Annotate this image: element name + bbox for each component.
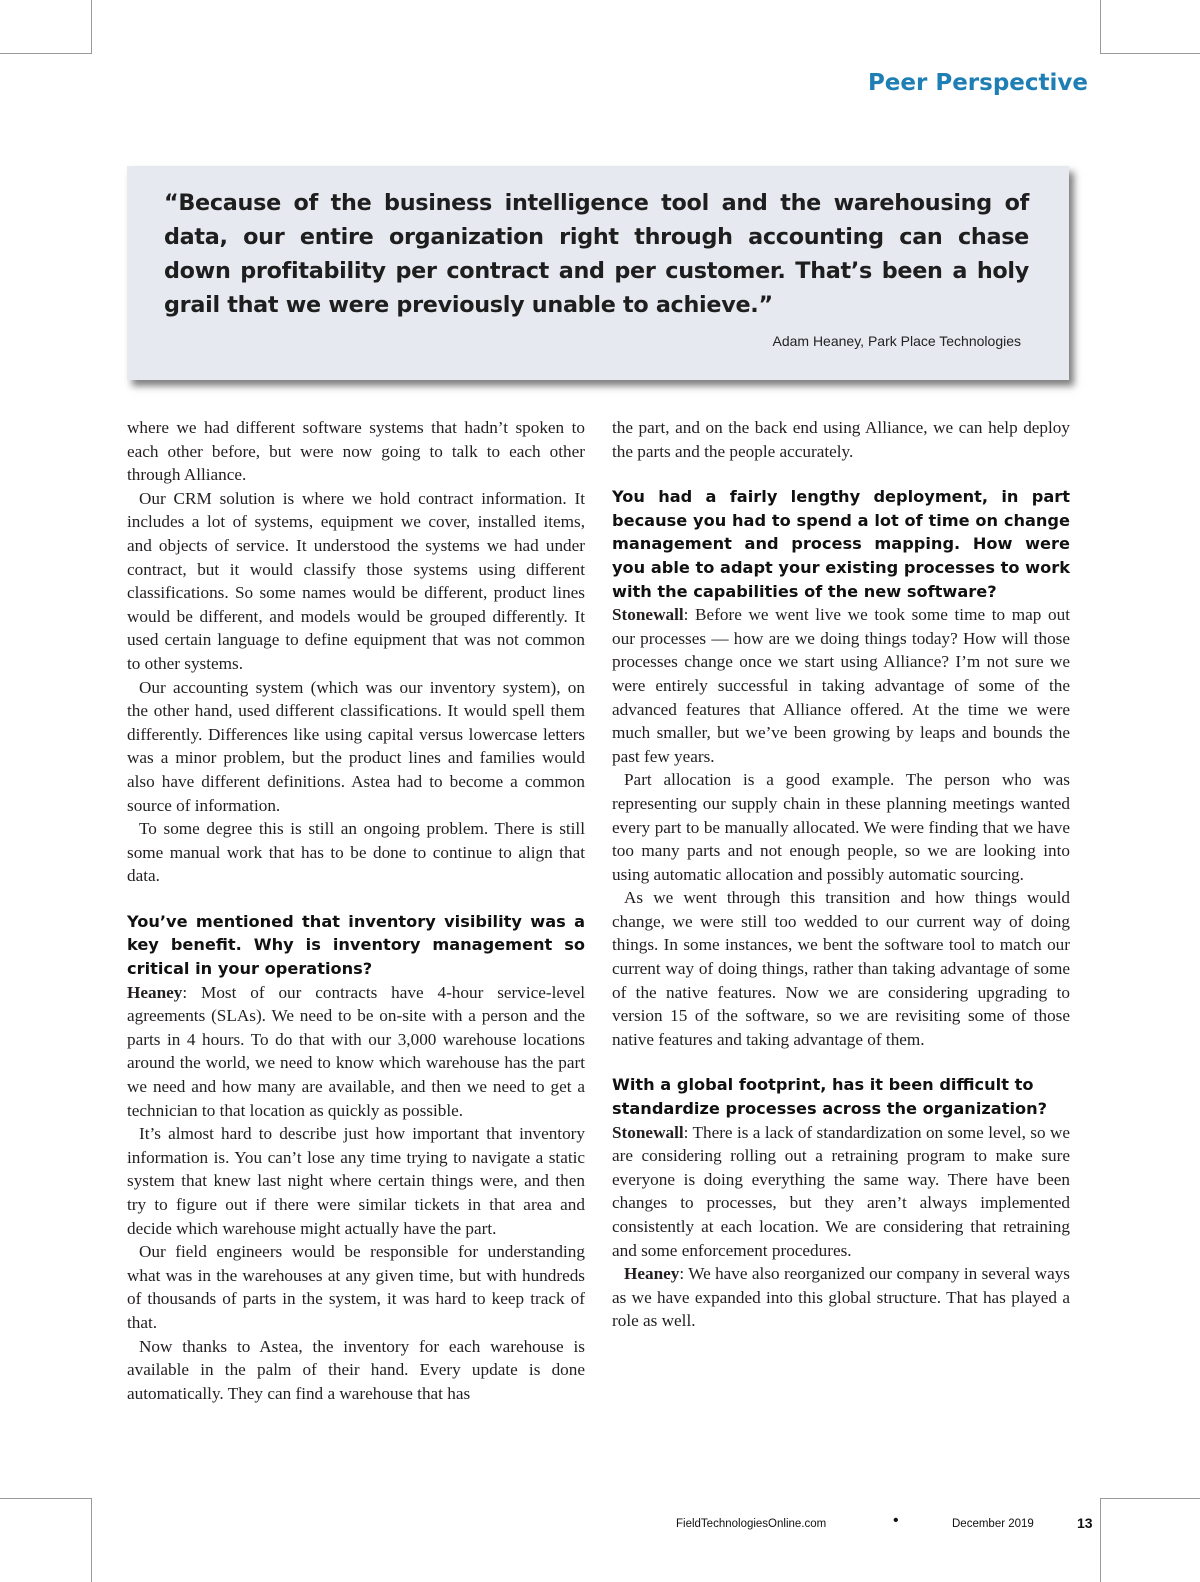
crop-mark-top-left-horizontal xyxy=(0,53,92,54)
crop-mark-bottom-left-horizontal xyxy=(0,1498,92,1499)
interview-answer xyxy=(127,981,585,1123)
speaker-name: Stonewall xyxy=(612,1122,684,1142)
answer-text: : There is a lack of standardization on some level, so we are considering rolling out a retraining program to make sure everyone is doing everything the same way. There have been changes to processes, but they aren’t always implemented consistently at each location. We are considering that retraining and some enforcement procedures. xyxy=(612,1122,1070,1260)
speaker-name: Stonewall xyxy=(612,605,684,625)
section-title: Peer Perspective xyxy=(867,70,1088,96)
crop-mark-top-left xyxy=(91,0,92,54)
speaker-name: Heaney xyxy=(127,982,183,1002)
footer-website: FieldTechnologiesOnline.com xyxy=(676,1518,827,1530)
paragraph: To some degree this is still an ongoing problem. There is still some manual work that has to be done to continue to align that data. xyxy=(127,819,585,886)
paragraph: Our accounting system (which was our inventory system), on the other hand, used different classifications. It would spell them differently. Differences like using capital versus lowercase letters was a minor problem, but the product lines and families would also have different definitions. Astea had to become a common source of information. xyxy=(127,677,585,815)
page-number: 13 xyxy=(1077,1515,1093,1531)
pull-quote-box xyxy=(127,166,1069,380)
footer-separator: • xyxy=(893,1512,899,1529)
crop-mark-bottom-right-horizontal xyxy=(1100,1498,1200,1499)
paragraph: Our field engineers would be responsible for understanding what was in the warehouses at any given time, but with hundreds of thousands of parts in the system, it was hard to keep track of that. xyxy=(127,1242,585,1332)
interview-answer xyxy=(612,603,1070,768)
answer-text: : We have also reorganized our company in several ways as we have expanded into this global structure. That has played a role as well. xyxy=(612,1264,1070,1331)
interview-question: With a global footprint, has it been difficult to standardize processes across the organization? xyxy=(612,1075,1048,1119)
paragraph: As we went through this transition and how things would change, we were still too wedded to our current way of doing things. In some instances, we bent the software tool to match our current way of doing things, rather than taking advantage of some of the native features. Now we are considering upgrading to version 15 of the software, so we are revisiting some of those native features and taking advantage of them. xyxy=(612,888,1070,1049)
interview-answer xyxy=(612,1262,1070,1333)
paragraph: the part, and on the back end using Alliance, we can help deploy the parts and the people accurately. xyxy=(612,418,1070,461)
interview-question: You had a fairly lengthy deployment, in part because you had to spend a lot of time on change management and process mapping. How were you able to adapt your existing processes to work with the capabilities of the new software? xyxy=(612,487,1070,601)
crop-mark-top-right-horizontal xyxy=(1100,53,1200,54)
paragraph: It’s almost hard to describe just how important that inventory information is. You can’t lose any time trying to navigate a static system that knew last night where certain things were, and then try to figure out if there were similar tickets in that area and decide which warehouse might actually have the part. xyxy=(127,1124,585,1238)
left-column xyxy=(127,416,585,1405)
paragraph: where we had different software systems that hadn’t spoken to each other before, but were now going to talk to each other through Alliance. xyxy=(127,418,585,485)
crop-mark-bottom-left xyxy=(91,1498,92,1582)
right-column xyxy=(612,416,1070,1333)
answer-text: : Before we went live we took some time to map out our processes — how are we doing things today? How will those processes change once we start using Alliance? I’m not sure we were entirely successful in taking advantage of some of the advanced features that Alliance offered. At the time we were much smaller, but we’ve been growing by leaps and bounds the past few years. xyxy=(612,605,1070,766)
speaker-name: Heaney xyxy=(624,1264,680,1284)
interview-question: You’ve mentioned that inventory visibility was a key benefit. Why is inventory management so critical in your operations? xyxy=(127,911,585,979)
footer-date: December 2019 xyxy=(952,1518,1034,1530)
interview-answer xyxy=(612,1121,1070,1263)
crop-mark-top-right xyxy=(1100,0,1101,54)
pull-quote-attribution: Adam Heaney, Park Place Technologies xyxy=(772,333,1021,349)
paragraph: Our CRM solution is where we hold contract information. It includes a lot of systems, equipment we cover, installed items, and objects of service. It understood the systems we had under contract, but it would classify those systems using different classifications. So some names would be different, product lines would be different, and models would be grouped differently. It used certain language to define equipment that was not common to other systems. xyxy=(127,488,585,673)
crop-mark-bottom-right xyxy=(1100,1498,1101,1582)
answer-text: : Most of our contracts have 4-hour service-level agreements (SLAs). We need to be on-site with a person and the parts in 4 hours. To do that with our 3,000 warehouse locations around the world, we need to know which warehouse has the part we need and how many are available, and then we need to get a technician to that location as quickly as possible. xyxy=(127,982,585,1120)
pull-quote-text: “Because of the business intelligence tool and the warehousing of data, our entire organization right through accounting can chase down profitability per contract and per customer. That’s been a holy grail that we were previously unable to achieve.” xyxy=(164,190,1029,318)
paragraph: Part allocation is a good example. The person who was representing our supply chain in these planning meetings wanted every part to be manually allocated. We were finding that we have too many parts and not enough people, so we are looking into using automatic allocation and possibly automatic sourcing. xyxy=(612,770,1070,884)
paragraph: Now thanks to Astea, the inventory for each warehouse is available in the palm of their hand. Every update is done automatically. They can find a warehouse that has xyxy=(127,1336,585,1403)
